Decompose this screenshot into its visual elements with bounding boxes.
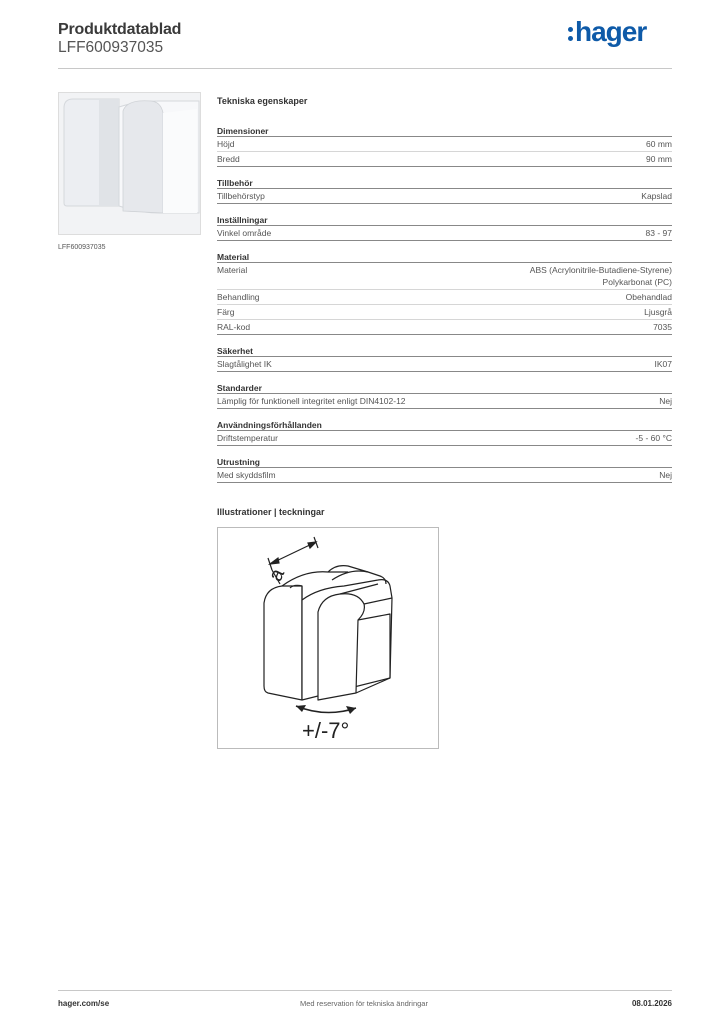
spec-group-title: Säkerhet <box>217 345 672 357</box>
spec-label: Färg <box>217 307 235 317</box>
angle-label: +/-7° <box>302 718 350 743</box>
spec-group-material <box>217 251 672 335</box>
spec-group-anvandningsforhallanden <box>217 419 672 446</box>
spec-group-title: Tillbehör <box>217 177 672 189</box>
footer-website-link[interactable]: hager.com/se <box>58 999 110 1008</box>
spec-row <box>217 468 672 483</box>
spec-label: Höjd <box>217 139 235 149</box>
spec-group-title: Dimensioner <box>217 125 672 137</box>
product-photo <box>58 92 201 235</box>
spec-row <box>217 357 672 372</box>
spec-row <box>217 290 672 305</box>
footer-disclaimer: Med reservation för tekniska ändringar <box>300 999 428 1008</box>
spec-row <box>217 152 672 167</box>
footer-date: 08.01.2026 <box>631 999 672 1008</box>
spec-group-title: Material <box>217 251 672 263</box>
illustrations-title: Illustrationer | teckningar <box>217 507 325 517</box>
angle-corner-drawing <box>218 528 438 748</box>
spec-value: 90 mm <box>646 154 672 164</box>
header-divider <box>58 68 672 69</box>
spec-row <box>217 320 672 335</box>
spec-value: Ljusgrå <box>644 307 672 317</box>
dimension-label: a <box>264 565 290 585</box>
spec-value: -5 - 60 °C <box>635 433 672 443</box>
hager-logo[interactable] <box>568 17 646 47</box>
specs-title: Tekniska egenskaper <box>217 96 308 106</box>
logo-dots-icon <box>568 27 573 41</box>
spec-value: Obehandlad <box>625 292 672 302</box>
spec-value <box>530 264 672 288</box>
spec-group-title: Användningsförhållanden <box>217 419 672 431</box>
spec-row <box>217 431 672 446</box>
spec-value: IK07 <box>654 359 672 369</box>
spec-row <box>217 305 672 320</box>
spec-label: RAL-kod <box>217 322 251 332</box>
spec-label: Slagtålighet IK <box>217 359 272 369</box>
spec-row <box>217 226 672 241</box>
spec-label: Behandling <box>217 292 260 302</box>
spec-group-title: Standarder <box>217 382 672 394</box>
spec-value: Kapslad <box>641 191 672 201</box>
spec-value: 7035 <box>653 322 672 332</box>
spec-value: Nej <box>659 470 672 480</box>
spec-label: Lämplig för funktionell integritet enligt DIN4102-12 <box>217 396 406 406</box>
spec-row <box>217 394 672 409</box>
spec-row <box>217 137 672 152</box>
spec-label: Bredd <box>217 154 240 164</box>
spec-label: Material <box>217 265 248 275</box>
product-photo-caption: LFF600937035 <box>58 244 106 251</box>
spec-value: 83 - 97 <box>645 228 672 238</box>
spec-group-title: Utrustning <box>217 456 672 468</box>
spec-group-installningar <box>217 214 672 241</box>
product-code: LFF600937035 <box>58 39 164 56</box>
spec-group-standarder <box>217 382 672 409</box>
spec-group-tillbehor <box>217 177 672 204</box>
spec-group-sakerhet <box>217 345 672 372</box>
logo-text: hager <box>575 16 647 47</box>
spec-group-utrustning <box>217 456 672 483</box>
spec-value-line: Polykarbonat (PC) <box>602 277 672 287</box>
technical-drawing <box>217 527 439 749</box>
page-title: Produktdatablad <box>58 21 182 38</box>
spec-label: Driftstemperatur <box>217 433 278 443</box>
spec-row <box>217 189 672 204</box>
spec-label: Tillbehörstyp <box>217 191 265 201</box>
spec-value: Nej <box>659 396 672 406</box>
spec-value-line: ABS (Acrylonitrile-Butadiene-Styrene) <box>529 265 672 275</box>
spec-row <box>217 263 672 290</box>
spec-group-title: Inställningar <box>217 214 672 226</box>
technical-specs <box>217 96 672 493</box>
spec-label: Med skyddsfilm <box>217 470 276 480</box>
footer-divider <box>58 990 672 991</box>
spec-value: 60 mm <box>646 139 672 149</box>
spec-group-dimensioner <box>217 125 672 167</box>
spec-label: Vinkel område <box>217 228 272 238</box>
